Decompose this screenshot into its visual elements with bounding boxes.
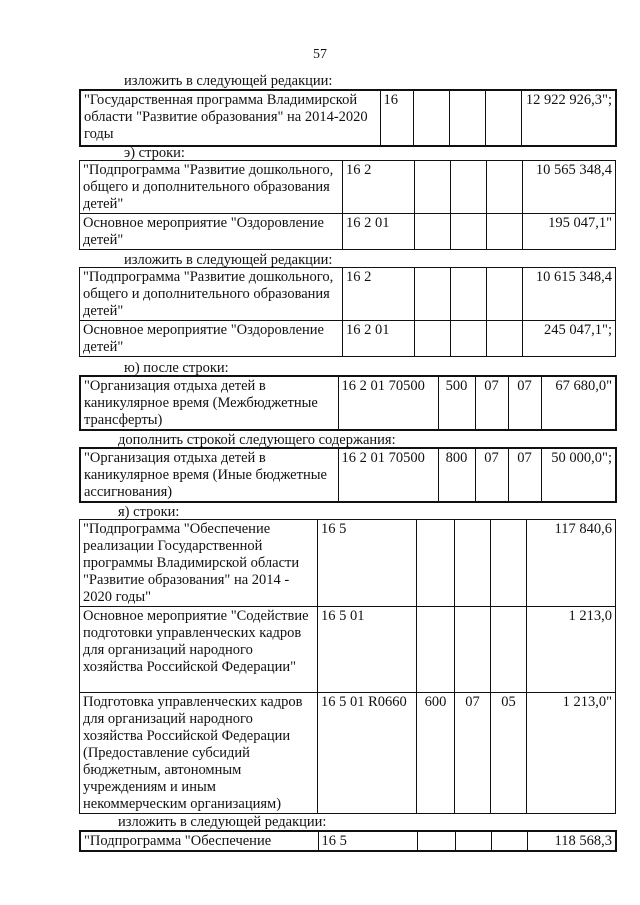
row-code: 16 [380, 90, 413, 146]
row-name: Основное мероприятие "Содействие подготовки управленческих кадров для организаций народного хозяйства Российской Федерации" [80, 607, 318, 693]
section-table [79, 519, 616, 814]
table-row [80, 90, 616, 146]
row-amount: 10 565 348,4 [523, 161, 616, 214]
row-pr [491, 607, 527, 693]
section-caption: изложить в следующей редакции: [124, 252, 333, 268]
row-code: 16 5 01 [318, 607, 417, 693]
row-rz: 07 [455, 693, 491, 814]
row-rz [451, 268, 487, 321]
row-rz [455, 607, 491, 693]
row-pr [491, 831, 527, 851]
row-name: "Государственная программа Владимирской области "Развитие образования" на 2014-2020 годы [80, 90, 380, 146]
table-row [80, 520, 616, 607]
row-name: Основное мероприятие "Оздоровление детей" [80, 321, 343, 357]
row-code: 16 2 [343, 268, 415, 321]
row-vr [413, 90, 449, 146]
row-amount: 67 680,0" [541, 376, 616, 430]
table-row [80, 161, 616, 214]
row-pr: 07 [508, 376, 541, 430]
section-table [79, 375, 617, 431]
row-code: 16 2 [343, 161, 415, 214]
row-vr [415, 268, 451, 321]
row-amount: 245 047,1"; [523, 321, 616, 357]
table-row [80, 607, 616, 693]
section-table [79, 447, 617, 503]
row-amount: 50 000,0"; [541, 448, 616, 502]
row-amount: 117 840,6 [527, 520, 616, 607]
row-vr: 600 [417, 693, 455, 814]
row-name: "Подпрограмма "Развитие дошкольного, общего и дополнительного образования детей" [80, 161, 343, 214]
table-row [80, 321, 616, 357]
table-row [80, 214, 616, 250]
row-name: Подготовка управленческих кадров для организаций народного хозяйства Российской Федерации (Предоставление субсидий бюджетным, автономным учреждениям и иным некоммерческим организациям) [80, 693, 318, 814]
row-vr [417, 607, 455, 693]
row-rz [451, 214, 487, 250]
section-caption: я) строки: [118, 504, 180, 520]
row-code: 16 2 01 [343, 321, 415, 357]
section-caption: изложить в следующей редакции: [124, 73, 333, 89]
row-name: "Организация отдыха детей в каникулярное время (Межбюджетные трансферты) [80, 376, 338, 430]
table-row [80, 831, 616, 851]
row-rz [451, 161, 487, 214]
row-amount: 195 047,1" [523, 214, 616, 250]
row-code: 16 5 [318, 831, 417, 851]
row-amount: 1 213,0 [527, 607, 616, 693]
row-vr [415, 214, 451, 250]
row-code: 16 2 01 [343, 214, 415, 250]
row-vr: 500 [438, 376, 475, 430]
row-amount: 12 922 926,3"; [521, 90, 616, 146]
row-rz [455, 831, 491, 851]
row-pr [487, 268, 523, 321]
section-table [79, 160, 616, 250]
section-caption: ю) после строки: [124, 360, 229, 376]
row-pr [487, 214, 523, 250]
row-name: "Подпрограмма "Развитие дошкольного, общего и дополнительного образования детей" [80, 268, 343, 321]
table-row [80, 268, 616, 321]
table-row [80, 376, 616, 430]
row-amount: 10 615 348,4 [523, 268, 616, 321]
row-vr [415, 321, 451, 357]
section-caption: э) строки: [124, 145, 185, 161]
row-pr [485, 90, 521, 146]
section-table [79, 89, 617, 147]
row-name: "Подпрограмма "Обеспечение реализации Государственной программы Владимирской области "Развитие образования" на 2014 - 2020 годы" [80, 520, 318, 607]
row-pr [487, 321, 523, 357]
row-rz [451, 321, 487, 357]
row-pr: 05 [491, 693, 527, 814]
row-code: 16 2 01 70500 [338, 448, 438, 502]
table-row [80, 448, 616, 502]
row-rz: 07 [475, 376, 508, 430]
table-row [80, 693, 616, 814]
row-code: 16 2 01 70500 [338, 376, 438, 430]
row-pr: 07 [508, 448, 541, 502]
row-name: "Организация отдыха детей в каникулярное время (Иные бюджетные ассигнования) [80, 448, 338, 502]
section-caption: изложить в следующей редакции: [118, 814, 327, 830]
section-table [79, 830, 617, 852]
row-rz: 07 [475, 448, 508, 502]
row-vr: 800 [438, 448, 475, 502]
row-pr [487, 161, 523, 214]
row-rz [449, 90, 485, 146]
page-number: 57 [313, 47, 327, 62]
row-code: 16 5 [318, 520, 417, 607]
row-vr [417, 520, 455, 607]
row-amount: 118 568,3 [527, 831, 616, 851]
row-amount: 1 213,0" [527, 693, 616, 814]
row-pr [491, 520, 527, 607]
section-table [79, 267, 616, 357]
row-code: 16 5 01 R0660 [318, 693, 417, 814]
row-rz [455, 520, 491, 607]
row-name: "Подпрограмма "Обеспечение [80, 831, 318, 851]
section-caption: дополнить строкой следующего содержания: [118, 432, 396, 448]
row-vr [415, 161, 451, 214]
row-name: Основное мероприятие "Оздоровление детей" [80, 214, 343, 250]
row-vr [417, 831, 455, 851]
